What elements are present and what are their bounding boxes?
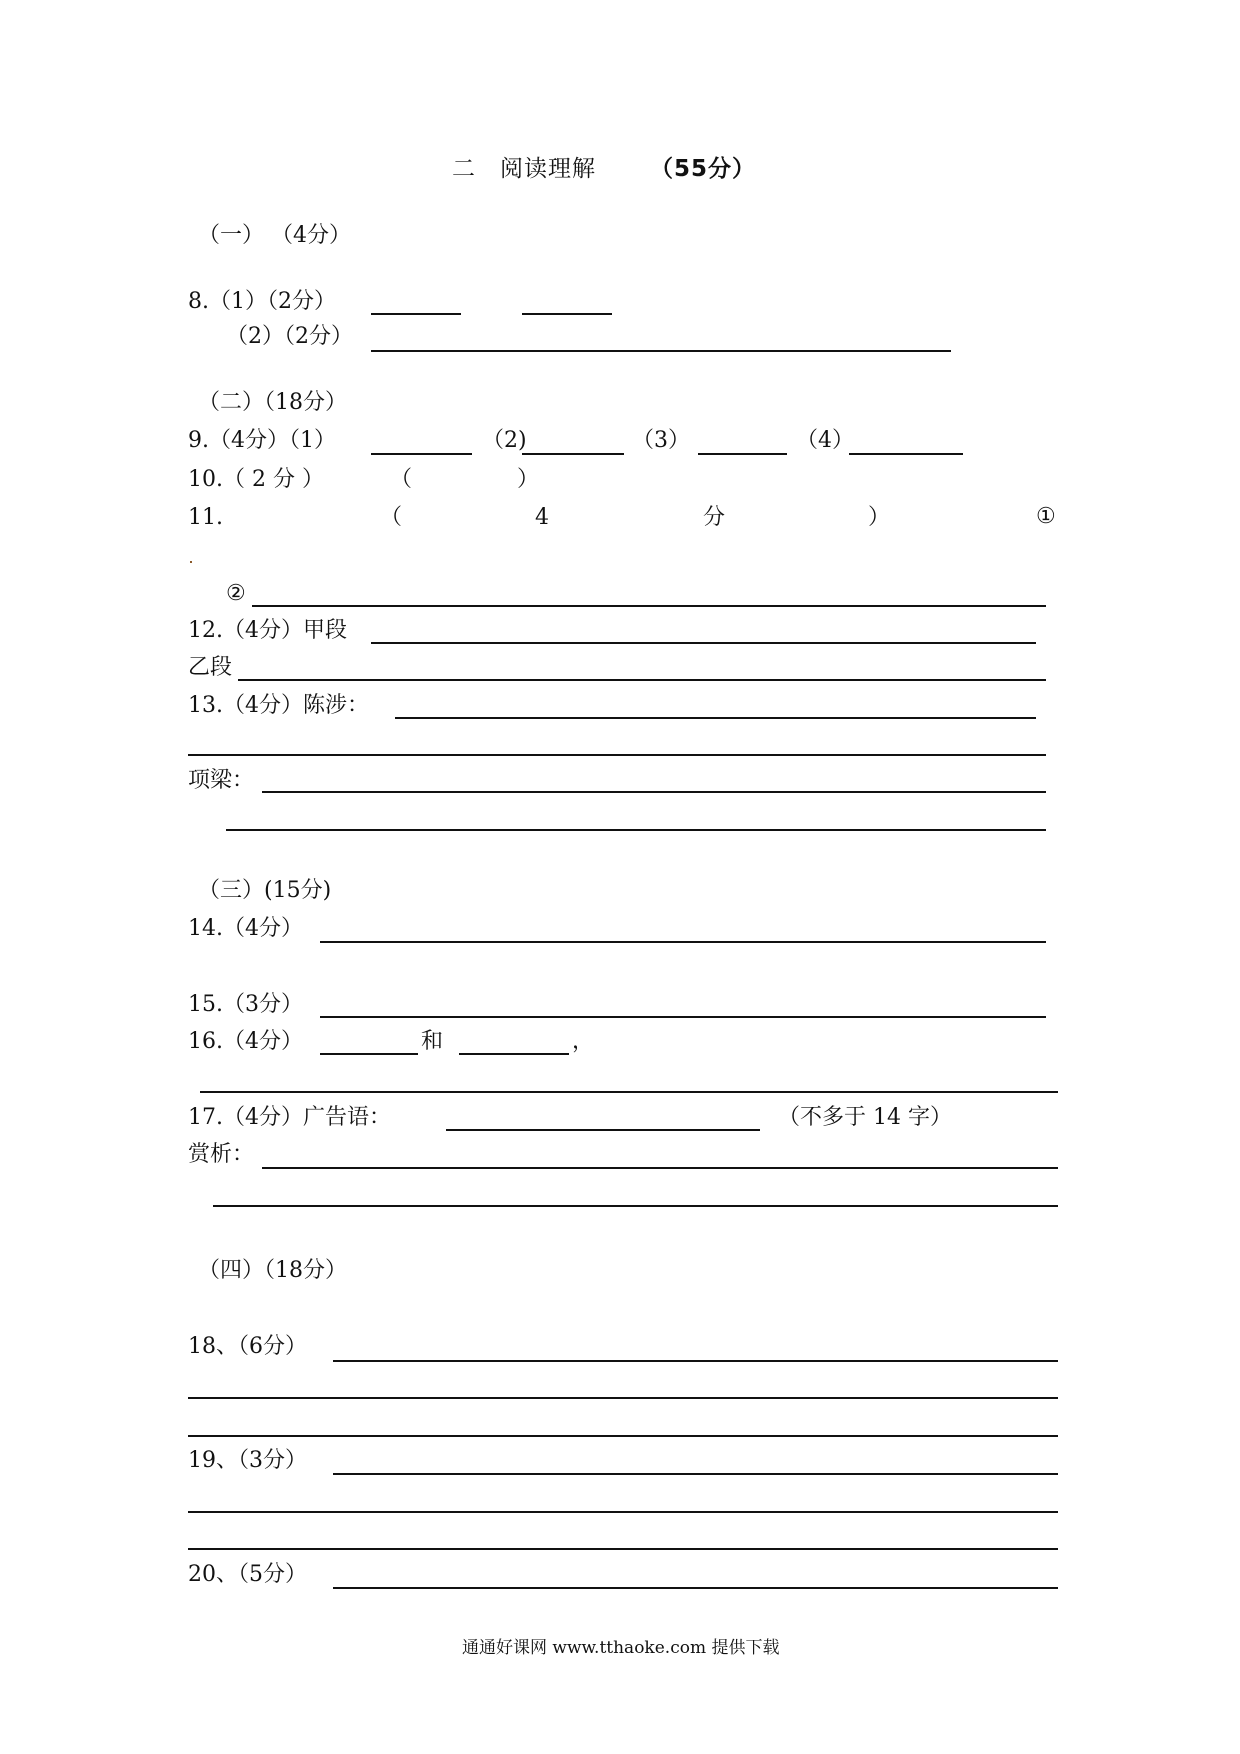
answer-line-12-a[interactable] [371,642,1036,644]
answer-line-16-c[interactable] [200,1091,1058,1093]
answer-line-18-a[interactable] [333,1360,1058,1362]
section-4-heading: （四）（18分） [198,1258,347,1283]
question-11-number: 11. [188,505,223,530]
question-13-b-label: 项梁： [188,768,255,793]
question-11-close-paren: ） [868,505,891,530]
question-9-blank-4-label: （4） [796,428,854,453]
answer-line-9-3[interactable] [698,453,787,455]
answer-line-13-a2[interactable] [188,754,1046,756]
section-1-heading: （一） （4分） [198,223,351,248]
question-12-label: 12.（4分）甲段 [188,618,347,643]
answer-line-15[interactable] [320,1016,1046,1018]
answer-line-17-analysis[interactable] [262,1167,1058,1169]
question-9-blank-3-label: （3） [632,428,690,453]
answer-line-19-a[interactable] [333,1473,1058,1475]
question-11-fen: 分 [703,505,726,530]
question-11-circle-2: ② [226,581,246,606]
question-10-open-paren: （ [390,467,413,492]
stray-mark [190,561,192,563]
title-text: 二 阅读理解 [452,156,596,182]
question-17-note: （不多于 14 字） [778,1105,952,1130]
question-10-close-paren: ） [517,467,540,492]
answer-line-16-b[interactable] [459,1053,569,1055]
answer-line-13-b2[interactable] [226,829,1046,831]
page-title [452,158,756,181]
question-8-1-label: 8.（1）（2分） [188,289,336,314]
question-17-label: 17.（4分）广告语： [188,1105,391,1130]
question-11-points: 4 [535,505,549,530]
answer-line-18-b[interactable] [188,1397,1058,1399]
question-14-label: 14.（4分） [188,916,303,941]
question-13-label: 13.（4分）陈涉： [188,693,369,718]
answer-line-8-2[interactable] [371,350,951,352]
answer-line-17-slogan[interactable] [446,1129,760,1131]
answer-line-17-analysis-2[interactable] [213,1205,1058,1207]
question-11-open-paren: （ [380,505,403,530]
answer-line-9-4[interactable] [849,453,963,455]
answer-line-13-a[interactable] [395,717,1036,719]
footer-text: 通通好课网 www.tthaoke.com 提供下载 [462,1638,780,1658]
answer-line-19-b[interactable] [188,1511,1058,1513]
title-points: （55分） [650,156,757,182]
answer-line-20[interactable] [333,1587,1058,1589]
answer-line-9-2[interactable] [522,453,624,455]
question-15-label: 15.（3分） [188,992,303,1017]
question-8-2-label: （2）（2分） [226,324,353,349]
answer-line-11-2[interactable] [252,605,1046,607]
question-20-label: 20、（5分） [188,1562,307,1587]
question-9-label: 9.（4分）（1） [188,428,336,453]
question-12-b-label: 乙段 [188,655,233,680]
question-17-b-label: 赏析： [188,1142,255,1167]
answer-line-18-c[interactable] [188,1435,1058,1437]
answer-line-9-1[interactable] [371,453,472,455]
answer-line-8-1a[interactable] [371,313,461,315]
answer-line-14[interactable] [320,941,1046,943]
answer-line-12-b[interactable] [238,679,1046,681]
section-2-heading: （二）（18分） [198,390,347,415]
question-19-label: 19、（3分） [188,1448,307,1473]
question-9-blank-2-label: （2) [482,428,527,453]
answer-line-13-b[interactable] [262,791,1046,793]
answer-line-16-a[interactable] [320,1053,418,1055]
question-11-circle-1: ① [1036,504,1056,529]
answer-line-19-c[interactable] [188,1548,1058,1550]
question-16-comma: ， [572,1029,595,1054]
answer-line-8-1b[interactable] [522,313,612,315]
question-16-label: 16.（4分） [188,1029,303,1054]
section-3-heading: （三）(15分) [198,878,332,903]
question-10-label: 10.（ 2 分 ） [188,467,324,492]
question-16-and: 和 [421,1029,444,1054]
question-18-label: 18、（6分） [188,1334,307,1359]
